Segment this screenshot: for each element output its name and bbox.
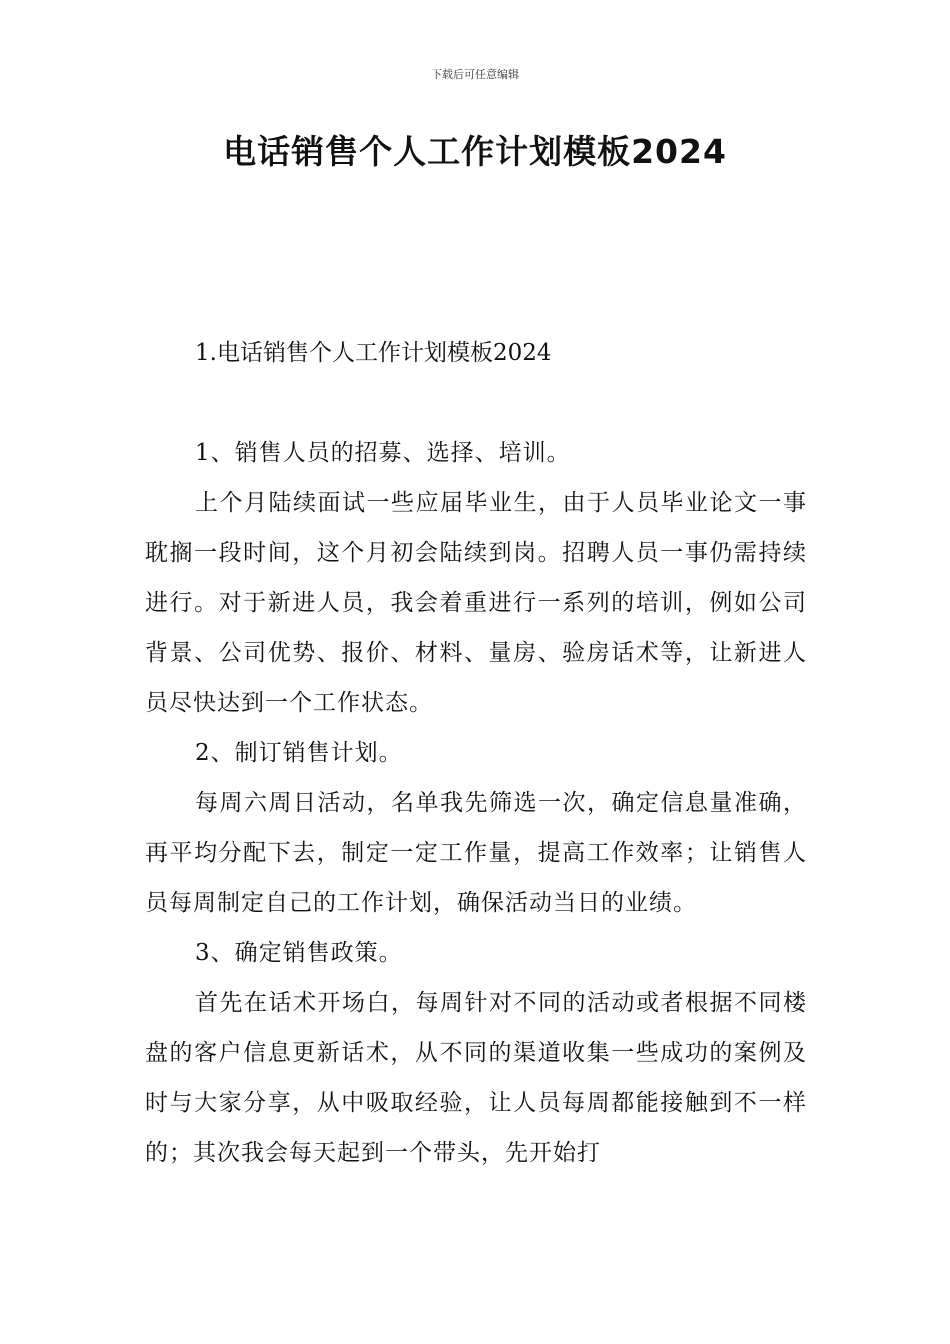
paragraph-heading-3: 3、确定销售政策。 xyxy=(195,940,403,966)
paragraph-recruitment: 上个月陆续面试一些应届毕业生，由于人员毕业论文一事耽搁一段时间，这个月初会陆续到岗。招聘人员一事仍需持续进行。对于新进人员，我会着重进行一系列的培训，例如公司背景、公司优势、报价、材料、量房、验房话术等，让新进人员尽快达到一个工作状态。 xyxy=(145,490,807,716)
paragraph-sales-policy: 首先在话术开场白，每周针对不同的活动或者根据不同楼盘的客户信息更新话术，从不同的渠道收集一些成功的案例及时与大家分享，从中吸取经验，让人员每周都能接触到不一样的；其次我会每天起到一个带头，先开始打 xyxy=(145,990,807,1166)
document-body xyxy=(145,328,807,1178)
paragraph-heading-2: 2、制订销售计划。 xyxy=(195,740,403,766)
section-subtitle: 1.电话销售个人工作计划模板2024 xyxy=(195,340,552,366)
paragraph-sales-plan: 每周六周日活动，名单我先筛选一次，确定信息量准确，再平均分配下去，制定一定工作量，提高工作效率；让销售人员每周制定自己的工作计划，确保活动当日的业绩。 xyxy=(145,790,807,916)
header-note: 下载后可任意编辑 xyxy=(431,68,519,81)
paragraph-heading-1: 1、销售人员的招募、选择、培训。 xyxy=(195,440,571,466)
document-title: 电话销售个人工作计划模板2024 xyxy=(223,132,727,171)
